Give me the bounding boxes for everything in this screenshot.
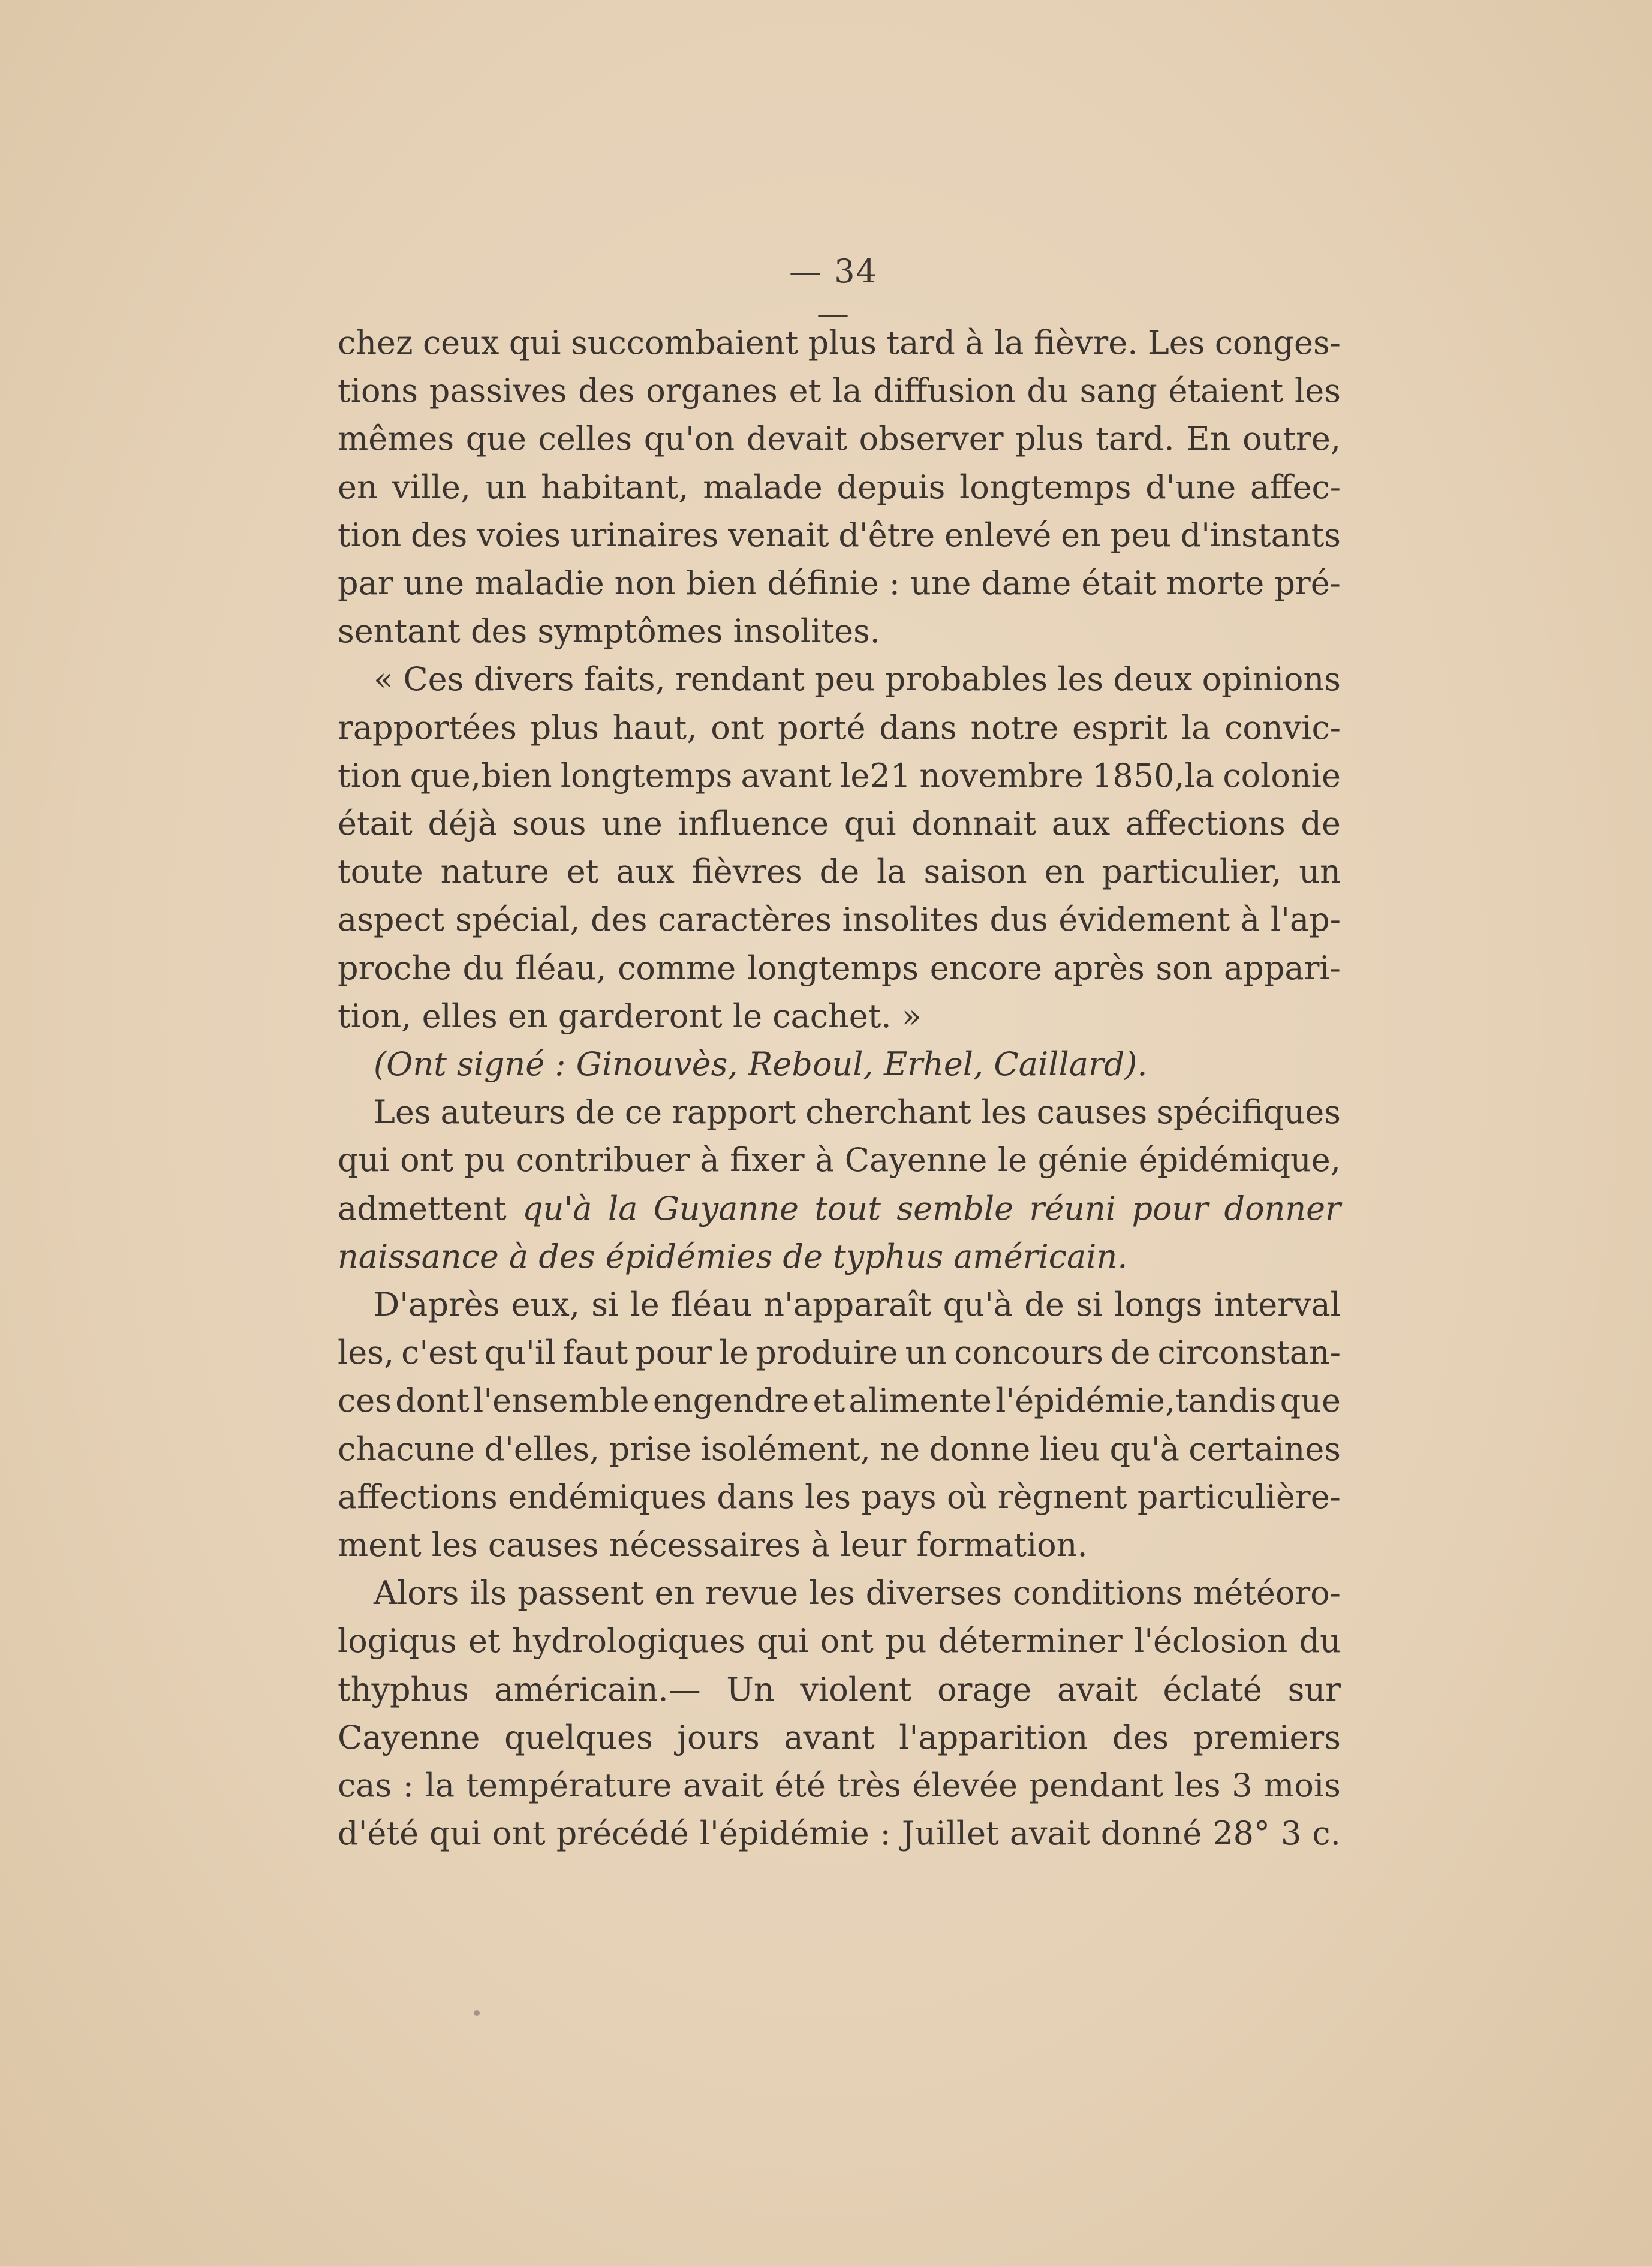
text-line: thyphus américain.— Un violent orage avait éclaté sur [338, 1670, 1341, 1708]
text-line: qui ont pu contribuer à fixer à Cayenne le génie épidémique, [338, 1141, 1341, 1179]
text-line: D'après eux, si le fléau n'apparaît qu'à de si longs interval [374, 1286, 1341, 1323]
text-line: « Ces divers faits, rendant peu probables les deux opinions [374, 660, 1341, 699]
text-line: Les auteurs de ce rapport cherchant les causes spécifiques [374, 1093, 1341, 1132]
text-line: (Ont signé : Ginouvès, Reboul, Erhel, Caillard). [374, 1045, 1148, 1083]
text-line: aspect spécial, des caractères insolites dus évidement à l'ap- [338, 901, 1341, 939]
roman-word: admettent [338, 1189, 507, 1227]
text-line: les, c'est qu'il faut pour le produire un concours de circonstan- [338, 1334, 1341, 1372]
text-line: par une maladie non bien définie : une dame était morte pré- [338, 564, 1341, 602]
text-line: tions passives des organes et la diffusion du sang étaient les [338, 372, 1341, 410]
text-line: tion, elles en garderont le cachet. » [338, 997, 922, 1035]
text-line: chacune d'elles, prise isolément, ne donne lieu qu'à certaines [338, 1430, 1341, 1468]
text-line: sentant des symptômes insolites. [338, 612, 880, 651]
text-line: Alors ils passent en revue les diverses conditions météoro- [374, 1574, 1341, 1612]
text-line: naissance à des épidémies de typhus américain. [338, 1237, 1128, 1275]
text-line: chez ceux qui succombaient plus tard à la fièvre. Les conges- [338, 324, 1341, 362]
text-line: ces dont l'ensemble engendre et alimente l'épidémie,tandis que [338, 1382, 1341, 1420]
text-line: cas : la température avait été très élevée pendant les 3 mois [338, 1767, 1341, 1804]
text-line: logiqus et hydrologiques qui ont pu déterminer l'éclosion du [338, 1622, 1341, 1660]
text-line: d'été qui ont précédé l'épidémie : Juillet avait donné 28° 3 c. [338, 1814, 1341, 1853]
text-line: mêmes que celles qu'on devait observer plus tard. En outre, [338, 420, 1341, 458]
text-line: rapportées plus haut, ont porté dans notre esprit la convic- [338, 708, 1341, 747]
page-number: — 34 — [789, 252, 878, 332]
text-line: en ville, un habitant, malade depuis longtemps d'une affec- [338, 468, 1341, 506]
text-line: tion des voies urinaires venait d'être enlevé en peu d'instants [338, 516, 1341, 554]
text-line: Cayenne quelques jours avant l'apparition des premiers [338, 1718, 1341, 1756]
text-line: proche du fléau, comme longtemps encore après son appari- [338, 949, 1341, 987]
text-line: tion que,bien longtemps avant le21 novembre 1850,la colonie [338, 756, 1341, 795]
text-line: ment les causes nécessaires à leur formation. [338, 1526, 1088, 1564]
text-line: était déjà sous une influence qui donnait aux affections de [338, 805, 1341, 842]
text-line: affections endémiques dans les pays où règnent particulière- [338, 1477, 1341, 1516]
text-line: toute nature et aux fièvres de la saison en particulier, un [338, 853, 1341, 891]
paper-speck [474, 2010, 480, 2016]
text-line: admettent qu'à la Guyanne tout semble réuni pour donner [338, 1185, 1341, 1233]
